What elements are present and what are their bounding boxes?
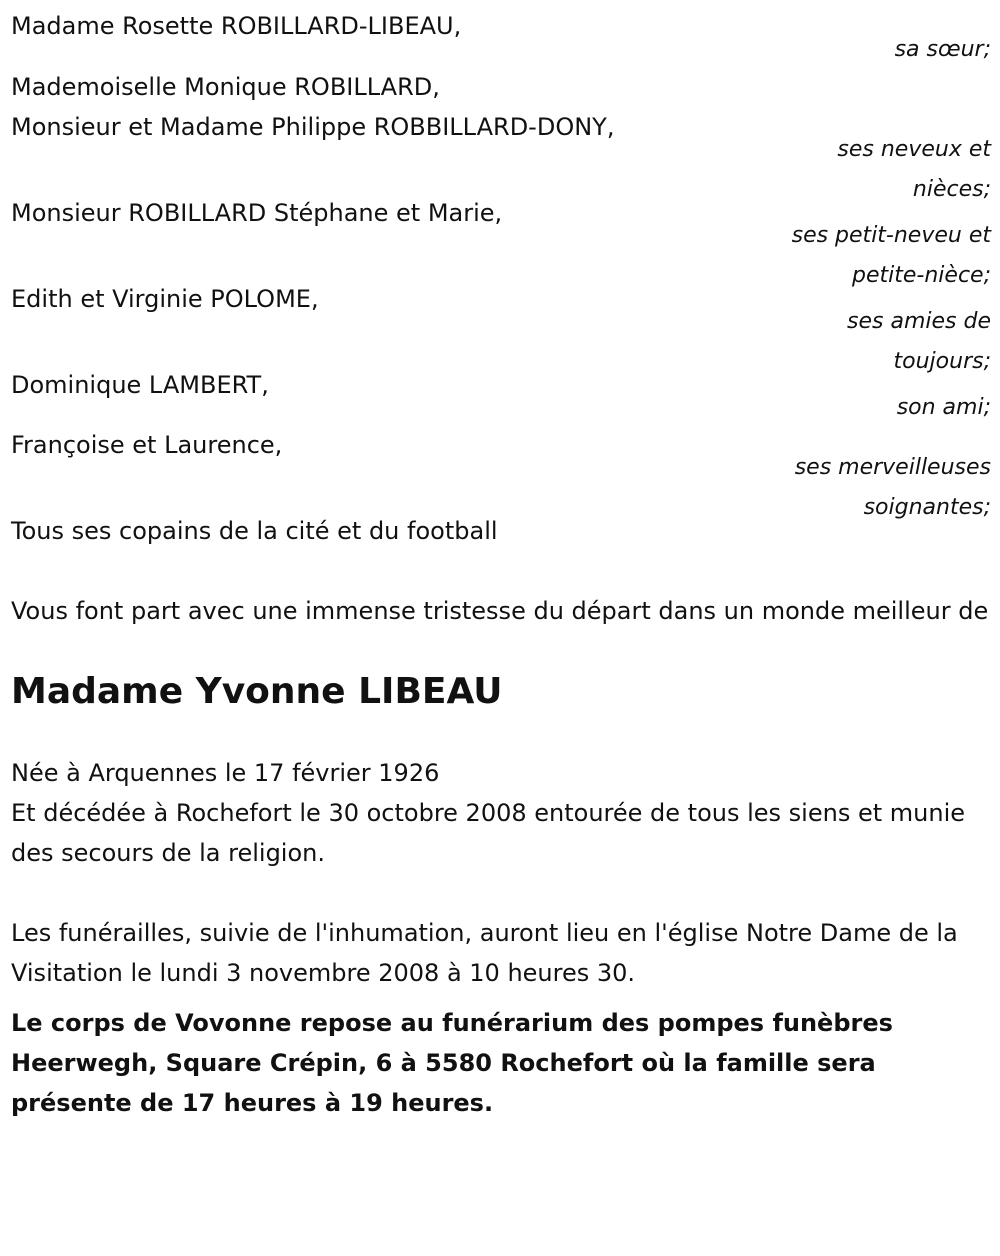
relation-line: petite-nièce; xyxy=(852,263,991,288)
relation-line: toujours; xyxy=(893,349,991,374)
friends-line: Tous ses copains de la cité et du football xyxy=(11,517,498,545)
relation-line: sa sœur; xyxy=(894,37,991,62)
relation-line: soignantes; xyxy=(863,495,991,520)
family-member-name: Edith et Virginie POLOME, xyxy=(11,285,319,313)
relation-line: nièces; xyxy=(912,177,991,202)
obituary-notice xyxy=(11,0,991,1123)
relation-line: ses petit-neveu et xyxy=(791,223,991,248)
funeral-text: Les funérailles, suivie de l'inhumation, auront lieu en l'église Notre Dame de la Visitation le lundi 3 novembre 2008 à 10 heures 30. xyxy=(11,919,958,987)
family-member-name: Madame Rosette ROBILLARD-LIBEAU, xyxy=(11,12,462,40)
family-member-name: Monsieur ROBILLARD Stéphane et Marie, xyxy=(11,199,503,227)
family-member-name: Dominique LAMBERT, xyxy=(11,371,269,399)
relation-line: ses neveux et xyxy=(837,137,991,162)
birth-line: Née à Arquennes le 17 février 1926 xyxy=(11,759,440,787)
family-group xyxy=(11,6,991,70)
announcement-text: Vous font part avec une immense tristesse du départ dans un monde meilleur de xyxy=(11,597,989,625)
family-group xyxy=(11,365,991,428)
visitation-text: Le corps de Vovonne repose au funérarium des pompes funèbres Heerwegh, Square Crépin, 6 à 5580 Rochefort où la famille sera présente de 17 heures à 19 heures. xyxy=(11,1009,893,1117)
family-member-name: Monsieur et Madame Philippe ROBBILLARD-DONY, xyxy=(11,113,615,141)
family-group xyxy=(11,67,991,210)
relation-line: ses amies de xyxy=(847,309,991,334)
family-member-name: Mademoiselle Monique ROBILLARD, xyxy=(11,73,440,101)
relation-line: son ami; xyxy=(896,395,991,420)
relation-line: ses merveilleuses xyxy=(794,455,991,480)
deceased-name: Madame Yvonne LIBEAU xyxy=(11,671,503,712)
death-text: Et décédée à Rochefort le 30 octobre 2008 entourée de tous les siens et munie des secours de la religion. xyxy=(11,799,965,867)
family-member-name: Françoise et Laurence, xyxy=(11,431,283,459)
